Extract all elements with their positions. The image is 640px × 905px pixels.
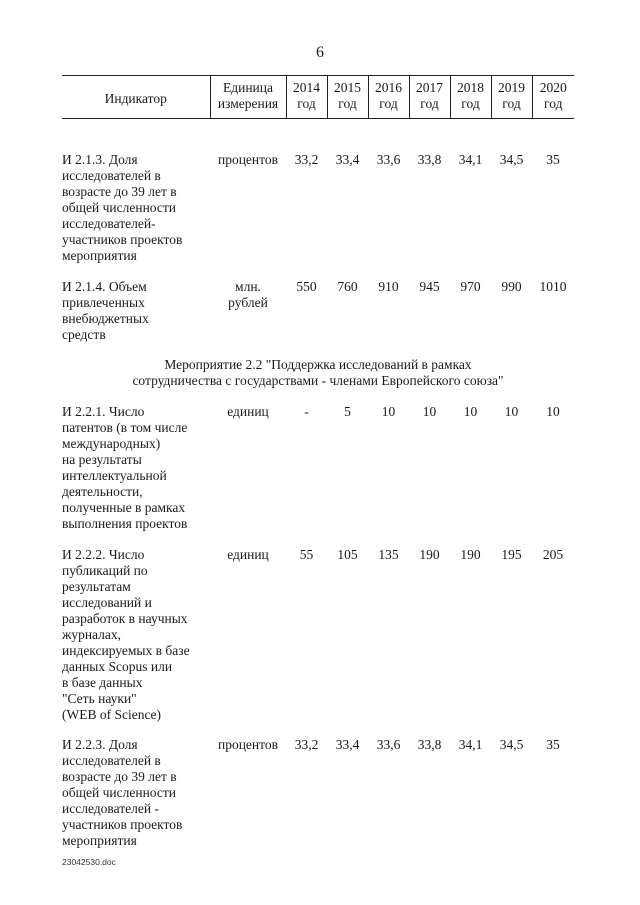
header-indicator: Индикатор bbox=[62, 76, 210, 119]
row-value: 190 bbox=[419, 547, 440, 562]
row-value: 35 bbox=[546, 152, 560, 167]
row-value: 105 bbox=[337, 547, 358, 562]
row-value: 10 bbox=[463, 404, 478, 419]
row-value: 195 bbox=[501, 547, 522, 562]
row-value: 33,4 bbox=[335, 737, 360, 752]
row-value: 33,6 bbox=[376, 152, 401, 167]
header-year: 2016 год bbox=[368, 76, 409, 119]
row-value: 760 bbox=[337, 279, 358, 294]
row-value: 910 bbox=[378, 279, 399, 294]
row-value: 33,2 bbox=[294, 152, 319, 167]
row-value: 33,6 bbox=[376, 737, 401, 752]
row-value: 10 bbox=[546, 404, 560, 419]
row-value: 33,2 bbox=[294, 737, 319, 752]
row-value: 190 bbox=[460, 547, 481, 562]
page-number: 6 bbox=[316, 44, 324, 61]
table-row bbox=[62, 279, 574, 343]
header-year: 2017 год bbox=[409, 76, 450, 119]
header-year: 2019 год bbox=[491, 76, 532, 119]
row-indicator: И 2.2.1. Число патентов (в том числе международных) на результаты интеллектуальной деятельности, полученные в рамках выполнения проектов bbox=[62, 404, 188, 531]
row-indicator: И 2.1.4. Объем привлеченных внебюджетных средств bbox=[62, 279, 149, 342]
row-indicator: И 2.2.2. Число публикаций по результатам исследований и разработок в научных журналах, индексируемых в базе данных Scopus или в базе данных "Сеть науки" (WEB of Science) bbox=[62, 547, 190, 722]
row-indicator: И 2.2.3. Доля исследователей в возрасте до 39 лет в общей численности исследователей - участников проектов мероприятия bbox=[62, 737, 183, 848]
header-unit: Единица измерения bbox=[210, 76, 286, 119]
row-value: 205 bbox=[542, 547, 564, 562]
row-value: 55 bbox=[299, 547, 314, 562]
row-value: 33,4 bbox=[335, 152, 360, 167]
header-row bbox=[62, 76, 574, 119]
header-year: 2014 год bbox=[286, 76, 327, 119]
row-value: 34,5 bbox=[499, 737, 524, 752]
row-unit: единиц bbox=[227, 404, 269, 419]
row-value: 945 bbox=[419, 279, 440, 294]
table-row bbox=[62, 404, 574, 532]
table-row bbox=[62, 737, 574, 849]
table-row bbox=[62, 152, 574, 264]
row-value: 1010 bbox=[539, 279, 567, 294]
row-value: 10 bbox=[504, 404, 519, 419]
header-year: 2015 год bbox=[327, 76, 368, 119]
row-unit: млн. рублей bbox=[228, 279, 268, 310]
row-value: - bbox=[304, 404, 309, 419]
row-value: 135 bbox=[378, 547, 399, 562]
row-unit: единиц bbox=[227, 547, 269, 562]
row-value: 10 bbox=[381, 404, 396, 419]
row-value: 33,8 bbox=[417, 152, 442, 167]
footer-filename: 23042530.doc bbox=[62, 857, 116, 867]
section-row bbox=[62, 357, 574, 389]
table-row bbox=[62, 547, 574, 723]
row-indicator: И 2.1.3. Доля исследователей в возрасте до 39 лет в общей численности исследователей- участников проектов мероприятия bbox=[62, 152, 183, 263]
indicator-table bbox=[62, 75, 574, 849]
row-value: 550 bbox=[296, 279, 317, 294]
row-value: 990 bbox=[501, 279, 522, 294]
row-value: 10 bbox=[422, 404, 437, 419]
row-value: 970 bbox=[460, 279, 481, 294]
row-value: 34,5 bbox=[499, 152, 524, 167]
row-value: 34,1 bbox=[458, 152, 483, 167]
header-year: 2020 год bbox=[532, 76, 574, 119]
row-unit: процентов bbox=[217, 737, 278, 752]
header-year: 2018 год bbox=[450, 76, 491, 119]
row-unit: процентов bbox=[217, 152, 278, 167]
row-value: 33,8 bbox=[417, 737, 442, 752]
row-value: 34,1 bbox=[458, 737, 483, 752]
section-title: Мероприятие 2.2 "Поддержка исследований в рамках сотрудничества с государствами - членами Европейского союза" bbox=[132, 357, 504, 388]
row-value: 5 bbox=[344, 404, 351, 419]
row-value: 35 bbox=[546, 737, 560, 752]
